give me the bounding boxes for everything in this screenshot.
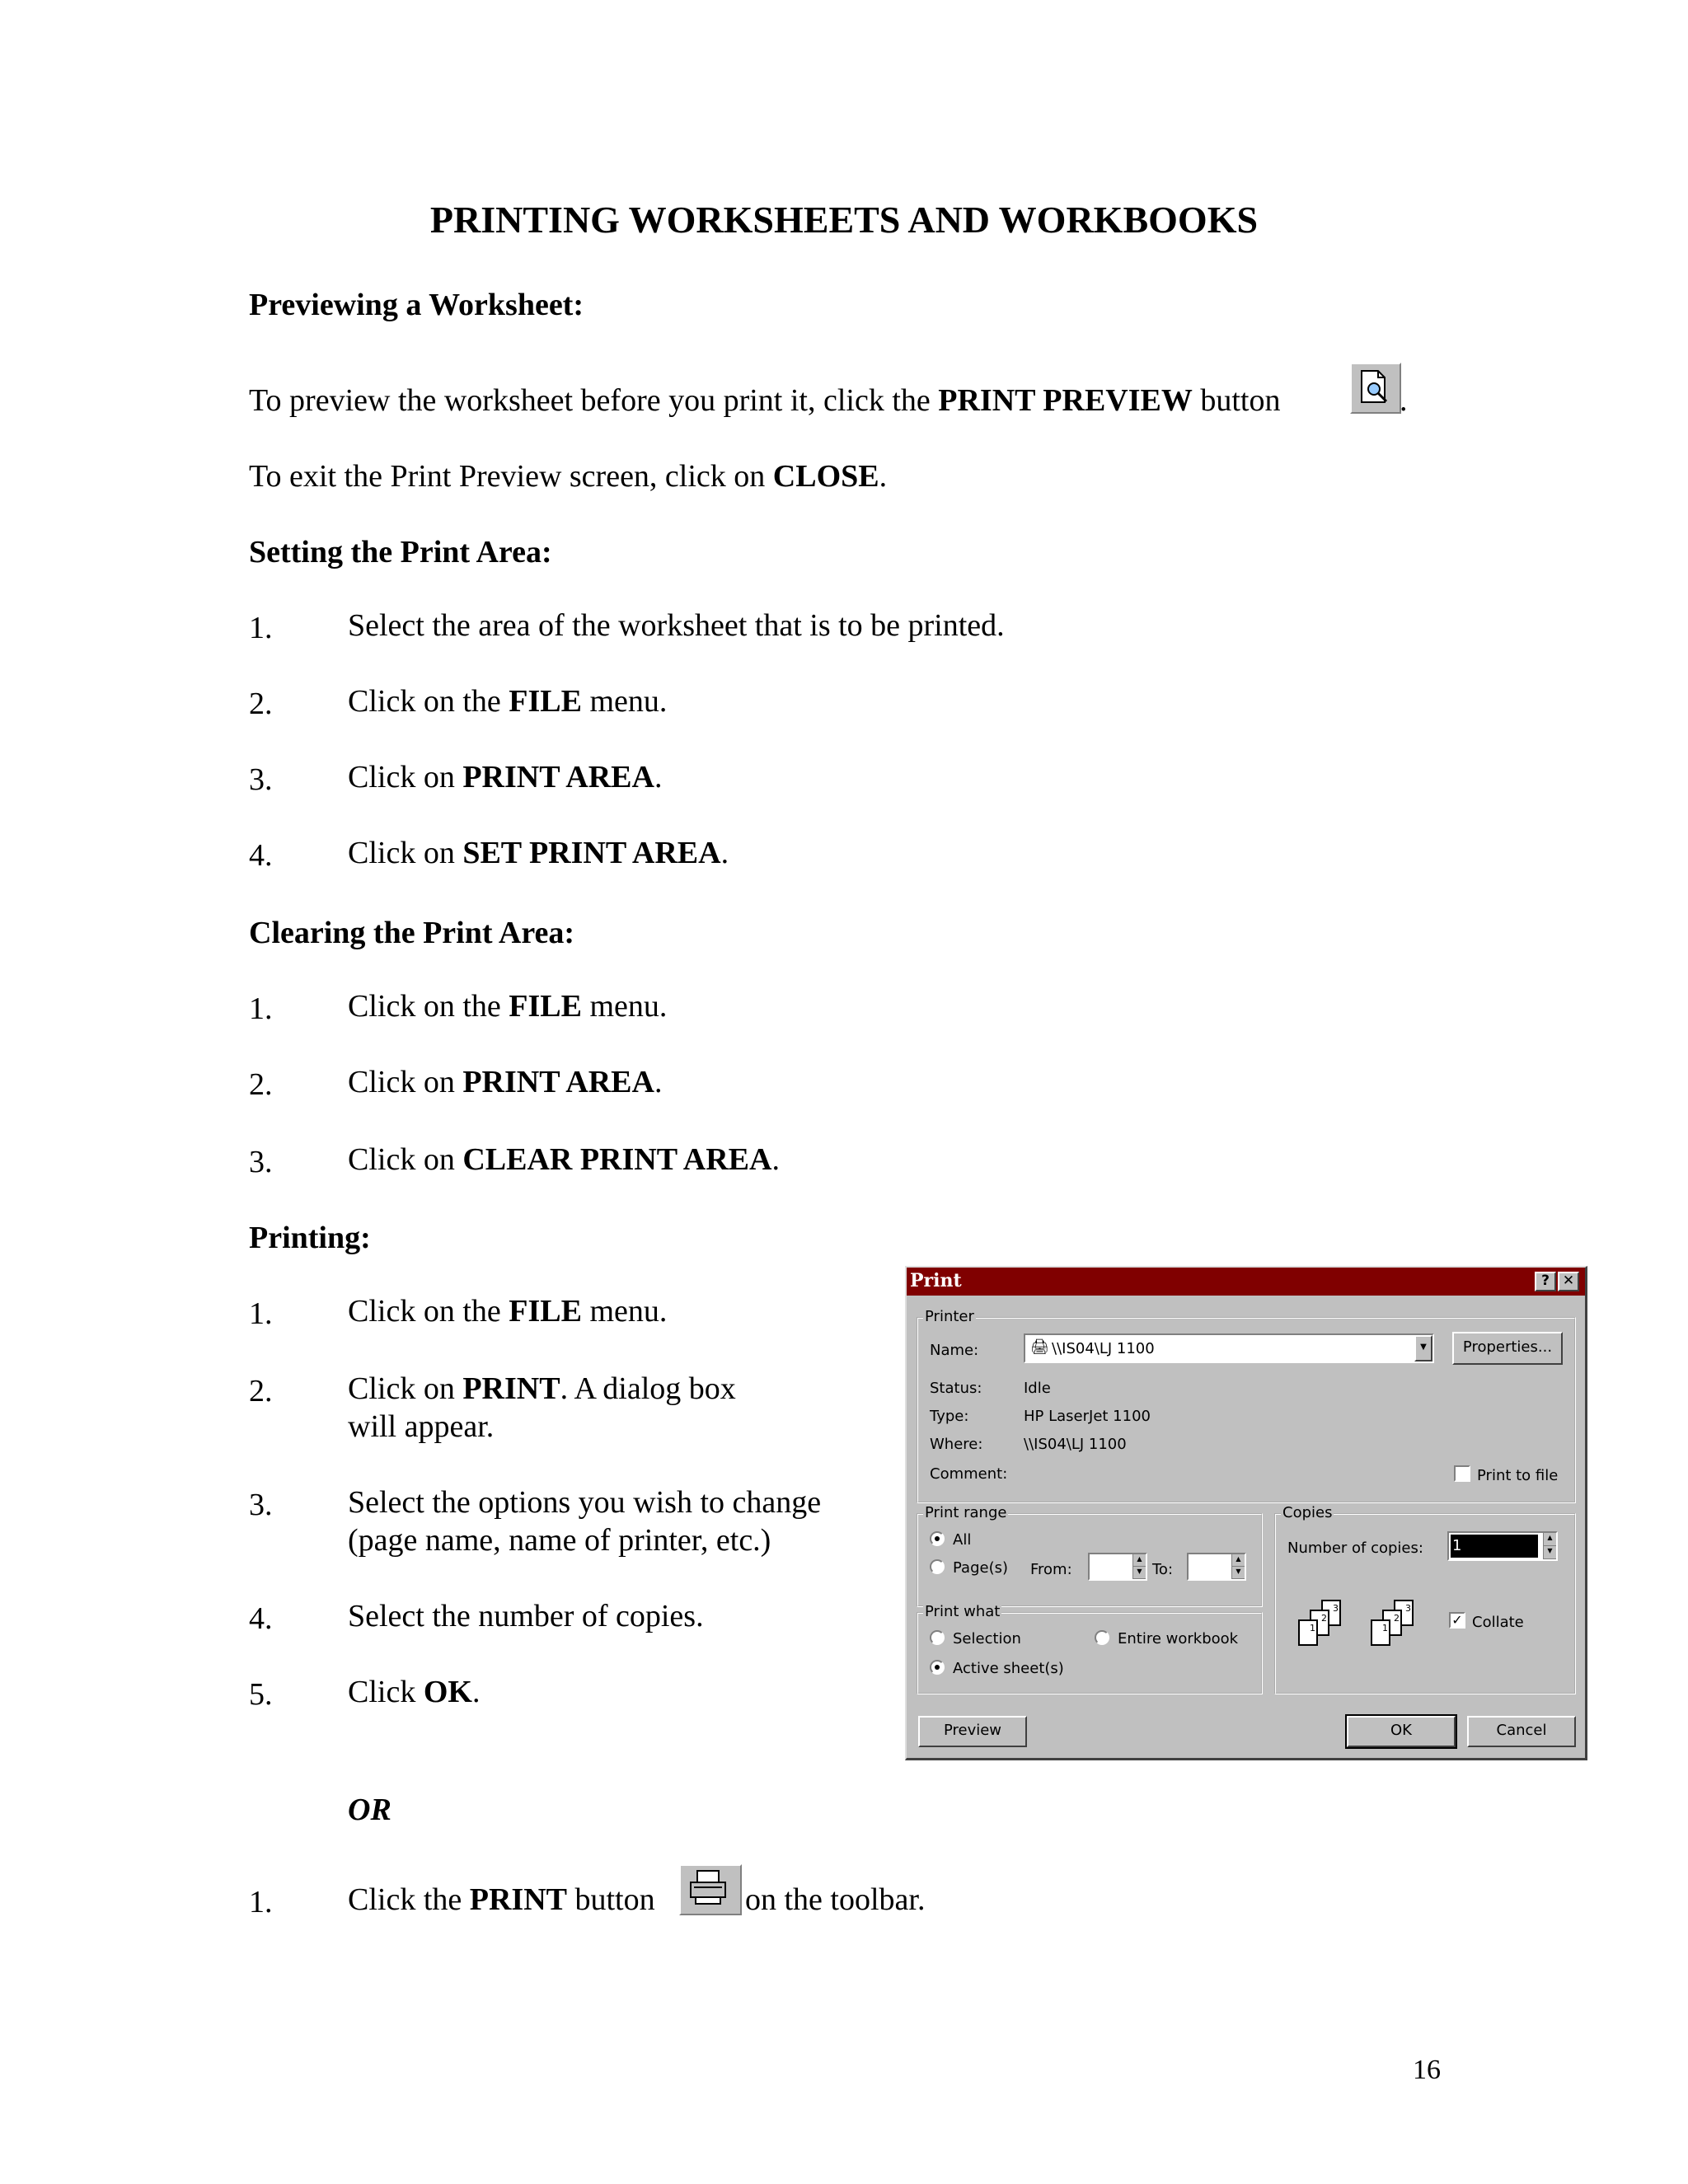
dialog-titlebar — [907, 1268, 1585, 1296]
copies-label: Copies — [1282, 1504, 1333, 1521]
step-text: Click OK. — [348, 1675, 481, 1709]
to-input[interactable] — [1187, 1553, 1246, 1581]
step-text: Select the area of the worksheet that is to be printed. — [348, 608, 1005, 643]
comment-label: Comment: — [930, 1465, 1008, 1483]
dialog-title: Print — [910, 1270, 962, 1291]
close-button[interactable]: ✕ — [1558, 1272, 1579, 1291]
step-number: 2. — [249, 1067, 273, 1102]
step-number: 2. — [249, 1374, 273, 1408]
svg-text:1: 1 — [1382, 1623, 1388, 1633]
preview-close-instruction: To exit the Print Preview screen, click on CLOSE. — [249, 459, 888, 494]
status-label: Status: — [930, 1380, 982, 1397]
collate-pages-icon — [1297, 1597, 1421, 1659]
step-number: 1. — [249, 991, 273, 1026]
pages-radio[interactable] — [930, 1559, 945, 1574]
copies-value: 1 — [1451, 1535, 1538, 1558]
to-spinner[interactable]: ▲ ▼ — [1231, 1554, 1245, 1579]
status-value: Idle — [1024, 1380, 1051, 1397]
step-text: Click on SET PRINT AREA. — [348, 836, 729, 870]
printer-group-label: Printer — [925, 1308, 974, 1325]
print-range-group — [917, 1504, 1263, 1607]
print-preview-icon — [1350, 363, 1401, 414]
step-text: Click on CLEAR PRINT AREA. — [348, 1142, 780, 1177]
from-label: From: — [1030, 1561, 1072, 1578]
collate-checkbox[interactable]: ✓ — [1449, 1612, 1465, 1629]
printer-icon — [679, 1864, 742, 1915]
step-text: Click on the FILE menu. — [348, 989, 668, 1024]
active-sheets-radio[interactable] — [930, 1660, 945, 1675]
svg-text:3: 3 — [1333, 1603, 1339, 1614]
svg-text:2: 2 — [1394, 1613, 1400, 1624]
svg-text:1: 1 — [1310, 1623, 1315, 1633]
collate-label: Collate — [1472, 1614, 1524, 1631]
print-range-label: Print range — [925, 1504, 1007, 1521]
printer-group — [917, 1308, 1576, 1503]
step-number: 3. — [249, 762, 273, 797]
copies-spinner[interactable]: ▲ ▼ — [1543, 1533, 1556, 1559]
active-sheets-label: Active sheet(s) — [953, 1660, 1064, 1677]
step-number: 3. — [249, 1145, 273, 1179]
toolbar-suffix-text: on the toolbar. — [745, 1882, 926, 1917]
or-label: OR — [348, 1793, 392, 1827]
page-number: 16 — [1413, 2055, 1441, 2085]
section-heading-printing: Printing: — [249, 1221, 371, 1255]
printer-small-icon: 🖨 — [1030, 1338, 1049, 1356]
svg-text:2: 2 — [1321, 1613, 1327, 1624]
page-title: PRINTING WORKSHEETS AND WORKBOOKS — [429, 199, 1259, 241]
step-number: 2. — [249, 687, 273, 721]
section-heading-previewing: Previewing a Worksheet: — [249, 288, 584, 322]
preview-instruction: To preview the worksheet before you print it, click the PRINT PREVIEW button — [249, 383, 1281, 418]
type-label: Type: — [930, 1408, 969, 1425]
step-number: 4. — [249, 1601, 273, 1636]
cancel-button[interactable]: Cancel — [1467, 1716, 1576, 1747]
print-to-file-label: Print to file — [1477, 1467, 1559, 1484]
step-text: Click on PRINT AREA. — [348, 1065, 663, 1099]
all-radio[interactable] — [930, 1531, 945, 1546]
step-text: Click on the FILE menu. — [348, 1294, 668, 1329]
print-what-group — [917, 1603, 1263, 1694]
where-label: Where: — [930, 1436, 983, 1453]
step-text: Select the number of copies. — [348, 1599, 704, 1633]
print-to-file-checkbox[interactable] — [1454, 1465, 1470, 1482]
step-number: 4. — [249, 838, 273, 873]
chevron-down-icon[interactable]: ▼ — [1414, 1335, 1432, 1361]
from-spinner[interactable]: ▲ ▼ — [1132, 1554, 1146, 1579]
printer-name-value: \\IS04\LJ 1100 — [1052, 1340, 1155, 1357]
properties-button[interactable]: Properties... — [1452, 1332, 1563, 1365]
preview-button[interactable]: Preview — [918, 1716, 1027, 1747]
num-copies-label: Number of copies: — [1287, 1540, 1423, 1557]
entire-workbook-radio[interactable] — [1095, 1630, 1109, 1645]
copies-group — [1274, 1504, 1576, 1694]
step-text: Click on the FILE menu. — [348, 684, 668, 719]
selection-label: Selection — [953, 1630, 1021, 1647]
section-heading-set-print-area: Setting the Print Area: — [249, 535, 552, 569]
step-number: 1. — [249, 611, 273, 645]
entire-workbook-label: Entire workbook — [1118, 1630, 1239, 1647]
step-text: Click on PRINT AREA. — [348, 760, 663, 794]
print-dialog — [905, 1266, 1587, 1760]
preview-period: . — [1400, 383, 1408, 418]
to-label: To: — [1152, 1561, 1174, 1578]
type-value: HP LaserJet 1100 — [1024, 1408, 1151, 1425]
step-text: Select the options you wish to change (page name, name of printer, etc.) — [348, 1485, 822, 1558]
help-button[interactable]: ? — [1535, 1272, 1556, 1291]
where-value: \\IS04\LJ 1100 — [1024, 1436, 1127, 1453]
step-number: 5. — [249, 1677, 273, 1712]
svg-text:3: 3 — [1405, 1603, 1411, 1614]
ok-button[interactable]: OK — [1347, 1716, 1456, 1747]
from-input[interactable] — [1088, 1553, 1147, 1581]
selection-radio[interactable] — [930, 1630, 945, 1645]
step-text: Click on PRINT. A dialog box will appear. — [348, 1371, 736, 1444]
copies-input[interactable] — [1447, 1531, 1558, 1561]
step-number: 3. — [249, 1488, 273, 1522]
print-what-label: Print what — [925, 1603, 1001, 1620]
step-number: 1. — [249, 1885, 273, 1919]
all-label: All — [953, 1531, 972, 1549]
pages-label: Page(s) — [953, 1559, 1008, 1577]
name-label: Name: — [930, 1342, 979, 1359]
step-number: 1. — [249, 1296, 273, 1331]
printer-name-select[interactable] — [1024, 1333, 1434, 1363]
section-heading-clear-print-area: Clearing the Print Area: — [249, 916, 575, 950]
step-text: Click the PRINT button — [348, 1882, 655, 1917]
